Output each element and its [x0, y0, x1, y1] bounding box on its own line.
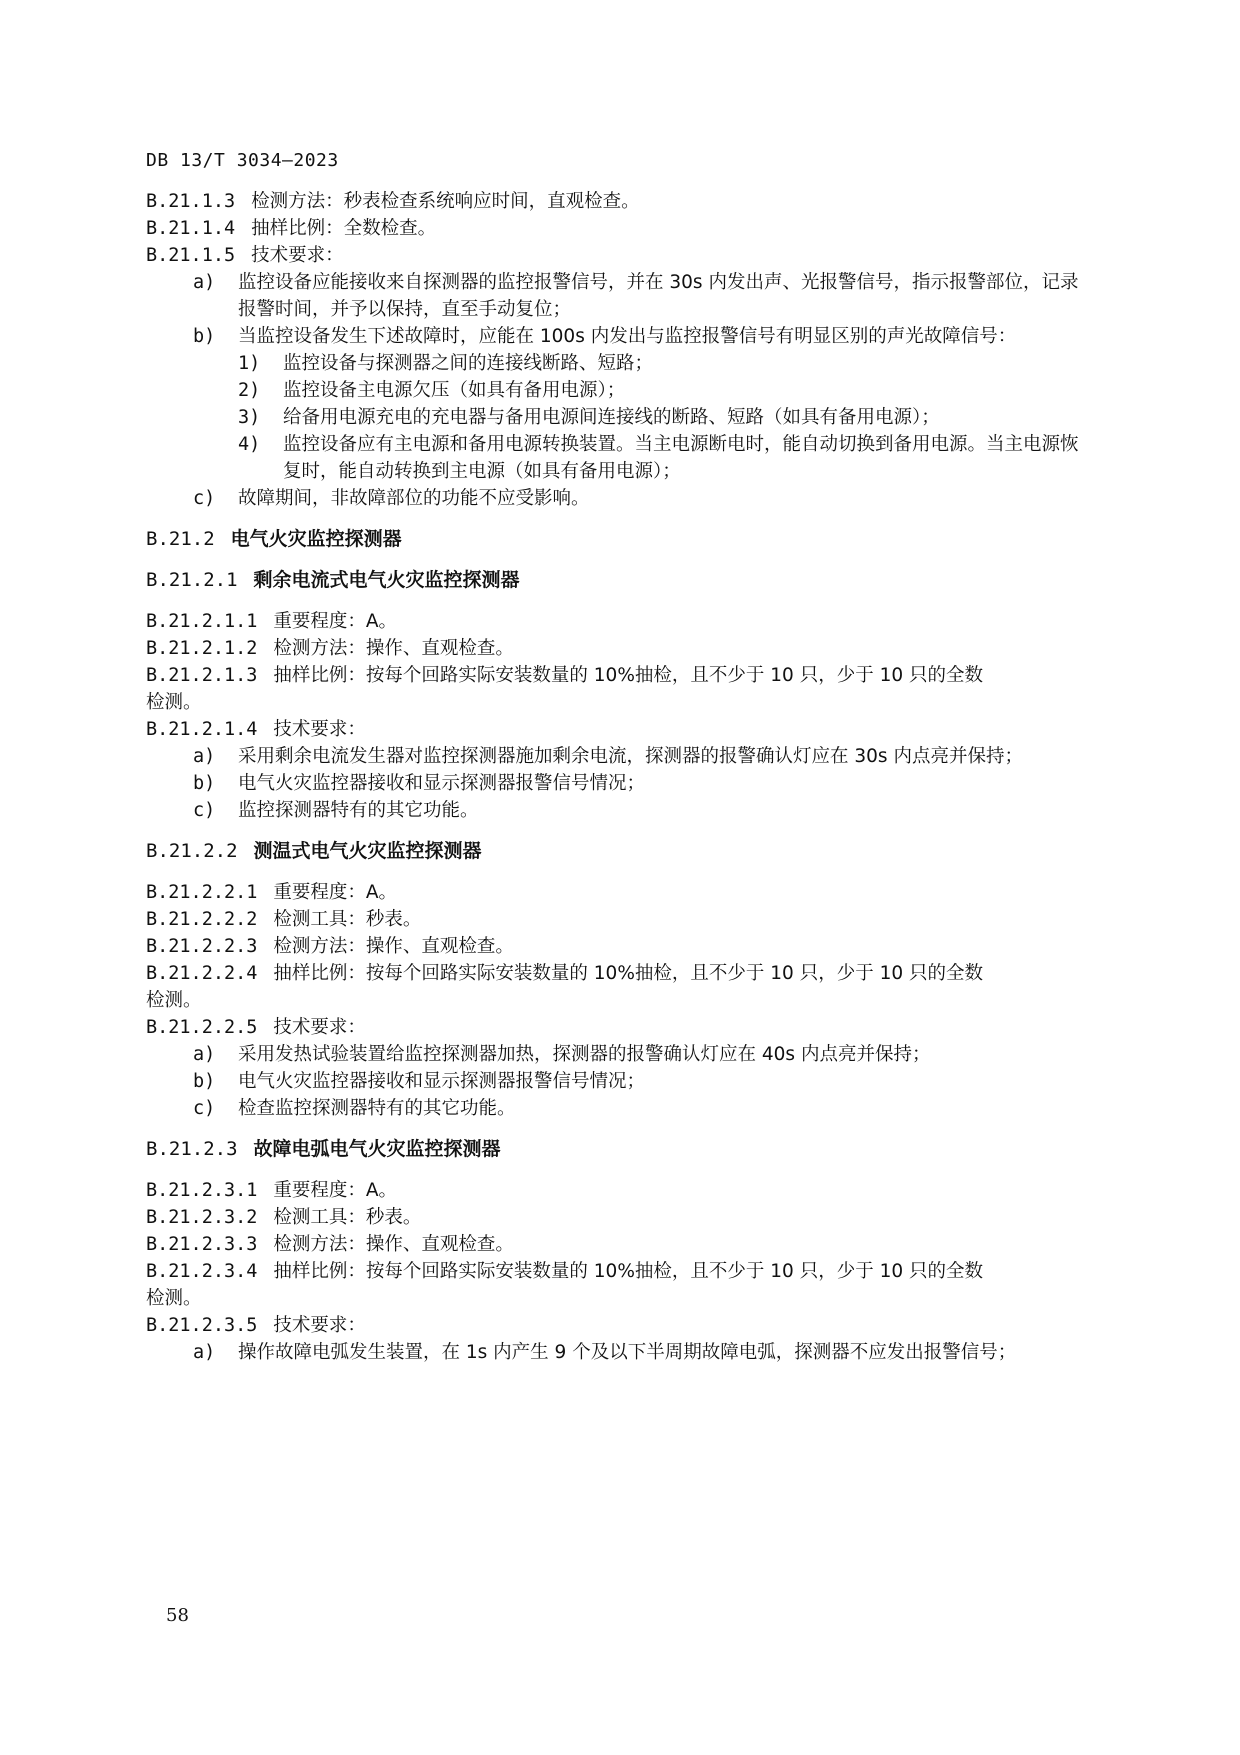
- clause-number: B.21.2.2.5: [146, 1017, 258, 1038]
- clause-text: 重要程度：A。: [273, 1180, 398, 1201]
- clause-number: B.21.2.3.3: [146, 1234, 258, 1255]
- clause-number: B.21.2.2.2: [146, 909, 258, 930]
- section-title: 剩余电流式电气火灾监控探测器: [253, 569, 520, 591]
- section-title: 电气火灾监控探测器: [230, 528, 402, 550]
- list-item: [146, 1041, 1094, 1068]
- clause-number: B.21.2.3.1: [146, 1180, 258, 1201]
- clause-text: 技术要求：: [251, 245, 344, 266]
- clause-b212234: [146, 1258, 1094, 1285]
- list-marker: b): [193, 1071, 216, 1092]
- clause-number: B.21.2.2.1: [146, 882, 258, 903]
- list-item: [146, 770, 1094, 797]
- list-text: 电气火灾监控器接收和显示探测器报警信号情况；: [238, 1071, 646, 1092]
- list-marker: c): [193, 1098, 216, 1119]
- clause-text: 技术要求：: [273, 719, 366, 740]
- sub-list-marker: 2): [238, 380, 261, 401]
- sub-list-text: 监控设备应有主电源和备用电源转换装置。当主电源断电时，能自动切换到备用电源。当主电源恢复时，能自动转换到主电源（如具有备用电源）；: [283, 434, 1079, 482]
- list-marker: a): [193, 1342, 216, 1363]
- clause-number: B.21.2.1.2: [146, 638, 258, 659]
- document-header-code: DB 13/T 3034—2023: [146, 150, 339, 171]
- section-number: B.21.2.3: [146, 1138, 238, 1160]
- clause-number: B.21.2.3.2: [146, 1207, 258, 1228]
- list-text: 当监控设备发生下述故障时，应能在 100s 内发出与监控报警信号有明显区别的声光故障信号：: [238, 326, 1017, 347]
- clause-b212232: [146, 1204, 1094, 1231]
- sub-list-text: 监控设备与探测器之间的连接线断路、短路；: [283, 353, 654, 374]
- sub-list-marker: 3): [238, 407, 261, 428]
- list-text: 采用发热试验装置给监控探测器加热，探测器的报警确认灯应在 40s 内点亮并保持；: [238, 1044, 931, 1065]
- clause-continuation: 检测。: [146, 1288, 202, 1309]
- list-marker: c): [193, 488, 216, 509]
- clause-b2113: [146, 188, 1094, 215]
- section-heading-b21221: [146, 567, 1094, 594]
- list-marker: c): [193, 800, 216, 821]
- list-item: [146, 743, 1094, 770]
- clause-continuation: 检测。: [146, 990, 202, 1011]
- sub-list-marker: 1): [238, 353, 261, 374]
- clause-number: B.21.2.2.3: [146, 936, 258, 957]
- section-heading-b21222: [146, 838, 1094, 865]
- clause-text: 检测工具：秒表。: [273, 1207, 422, 1228]
- clause-number: B.21.2.1.4: [146, 719, 258, 740]
- clause-b212225: [146, 1014, 1094, 1041]
- section-number: B.21.2: [146, 528, 215, 550]
- sub-list-text: 监控设备主电源欠压（如具有备用电源）；: [283, 380, 626, 401]
- clause-text: 技术要求：: [273, 1017, 366, 1038]
- list-item: [146, 323, 1094, 350]
- clause-text: 重要程度：A。: [273, 882, 398, 903]
- list-item: [146, 269, 1094, 323]
- list-item: [146, 1339, 1094, 1366]
- clause-text: 重要程度：A。: [273, 611, 398, 632]
- list-marker: b): [193, 773, 216, 794]
- clause-text: 抽样比例：全数检查。: [251, 218, 437, 239]
- list-text: 操作故障电弧发生装置，在 1s 内产生 9 个及以下半周期故障电弧，探测器不应发出报警信号；: [238, 1342, 1017, 1363]
- list-text: 监控探测器特有的其它功能。: [238, 800, 479, 821]
- list-marker: b): [193, 326, 216, 347]
- clause-text: 抽样比例：按每个回路实际安装数量的 10%抽检，且不少于 10 只，少于 10 只的全数: [273, 1261, 983, 1282]
- section-number: B.21.2.2: [146, 840, 238, 862]
- clause-number: B.21.2.1.3: [146, 665, 258, 686]
- list-marker: a): [193, 1044, 216, 1065]
- clause-text: 检测方法：操作、直观检查。: [273, 638, 514, 659]
- section-heading-b21223: [146, 1136, 1094, 1163]
- clause-b212221: [146, 879, 1094, 906]
- clause-text: 抽样比例：按每个回路实际安装数量的 10%抽检，且不少于 10 只，少于 10 只的全数: [273, 963, 983, 984]
- clause-b212213: [146, 662, 1094, 689]
- list-text: 电气火灾监控器接收和显示探测器报警信号情况；: [238, 773, 646, 794]
- clause-number: B.21.1.4: [146, 218, 236, 239]
- sub-list-text: 给备用电源充电的充电器与备用电源间连接线的断路、短路（如具有备用电源）；: [283, 407, 940, 428]
- list-text: 故障期间，非故障部位的功能不应受影响。: [238, 488, 590, 509]
- clause-b212224: [146, 960, 1094, 987]
- sub-list-item: [146, 431, 1094, 485]
- list-marker: a): [193, 272, 216, 293]
- page-number: 58: [166, 1605, 189, 1626]
- clause-b212235: [146, 1312, 1094, 1339]
- clause-number: B.21.1.3: [146, 191, 236, 212]
- clause-text: 抽样比例：按每个回路实际安装数量的 10%抽检，且不少于 10 只，少于 10 只的全数: [273, 665, 983, 686]
- clause-b212231: [146, 1177, 1094, 1204]
- list-text: 监控设备应能接收来自探测器的监控报警信号，并在 30s 内发出声、光报警信号，指示报警部位，记录报警时间，并予以保持，直至手动复位；: [238, 272, 1079, 320]
- list-item: [146, 485, 1094, 512]
- list-item: [146, 1095, 1094, 1122]
- clause-b212223: [146, 933, 1094, 960]
- clause-text: 检测工具：秒表。: [273, 909, 422, 930]
- clause-number: B.21.2.1.1: [146, 611, 258, 632]
- section-title: 故障电弧电气火灾监控探测器: [253, 1138, 501, 1160]
- section-number: B.21.2.1: [146, 569, 238, 591]
- clause-text: 技术要求：: [273, 1315, 366, 1336]
- clause-continuation: 检测。: [146, 692, 202, 713]
- clause-b212214: [146, 716, 1094, 743]
- clause-number: B.21.2.3.4: [146, 1261, 258, 1282]
- sub-list-item: [146, 404, 1094, 431]
- list-marker: a): [193, 746, 216, 767]
- list-item: [146, 797, 1094, 824]
- clause-b2114: [146, 215, 1094, 242]
- clause-text: 检测方法：秒表检查系统响应时间，直观检查。: [251, 191, 640, 212]
- clause-b212233: [146, 1231, 1094, 1258]
- sub-list-marker: 4): [238, 434, 261, 455]
- clause-b212211: [146, 608, 1094, 635]
- clause-b212222: [146, 906, 1094, 933]
- list-text: 检查监控探测器特有的其它功能。: [238, 1098, 516, 1119]
- clause-b2115: [146, 242, 1094, 269]
- list-item: [146, 1068, 1094, 1095]
- clause-text: 检测方法：操作、直观检查。: [273, 1234, 514, 1255]
- list-text: 采用剩余电流发生器对监控探测器施加剩余电流，探测器的报警确认灯应在 30s 内点亮并保持；: [238, 746, 1023, 767]
- clause-number: B.21.2.3.5: [146, 1315, 258, 1336]
- clause-b212212: [146, 635, 1094, 662]
- section-title: 测温式电气火灾监控探测器: [253, 840, 482, 862]
- clause-text: 检测方法：操作、直观检查。: [273, 936, 514, 957]
- sub-list-item: [146, 377, 1094, 404]
- sub-list-item: [146, 350, 1094, 377]
- clause-number: B.21.1.5: [146, 245, 236, 266]
- document-body: [146, 188, 1094, 1366]
- clause-number: B.21.2.2.4: [146, 963, 258, 984]
- section-heading-b2122: [146, 526, 1094, 553]
